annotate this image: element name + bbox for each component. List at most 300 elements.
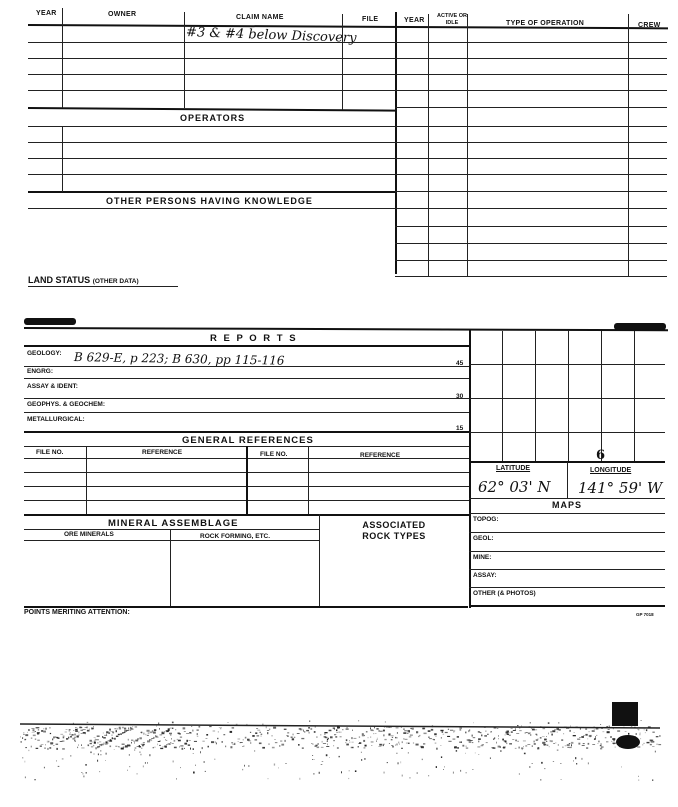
scan-noise-speck [648, 726, 651, 728]
scan-noise-speck [206, 734, 208, 736]
scan-noise-speck [574, 732, 575, 733]
scan-noise-speck [274, 764, 275, 766]
scan-noise-speck [374, 726, 375, 728]
scan-noise-speck [35, 739, 36, 740]
scan-noise-speck [28, 729, 29, 731]
scan-noise-speck [355, 770, 357, 772]
scan-noise-speck [411, 728, 412, 729]
scan-noise-speck [565, 745, 567, 746]
scan-noise-speck [193, 748, 194, 750]
scan-noise-speck [515, 728, 516, 730]
scan-noise-speck [640, 720, 642, 721]
maps-title: MAPS [552, 500, 583, 510]
scan-noise-speck [50, 727, 51, 728]
scan-noise-speck [543, 728, 546, 730]
scan-noise-speck [465, 732, 467, 734]
circle-mark: 6 [596, 448, 606, 463]
scan-noise-speck [137, 773, 138, 774]
scan-noise-speck [561, 779, 562, 780]
scan-noise-speck [349, 740, 350, 741]
scan-noise-speck [70, 736, 72, 738]
scan-noise-speck [65, 732, 67, 733]
scan-noise-speck [156, 726, 157, 727]
scan-noise-speck [209, 726, 211, 727]
underline [28, 286, 178, 287]
scan-noise-speck [468, 730, 469, 732]
scan-noise-speck [165, 739, 166, 740]
scan-noise-speck [573, 760, 574, 761]
grid-row-line [395, 42, 667, 43]
grid-row-line [395, 58, 667, 59]
scan-noise-speck [652, 780, 653, 781]
scan-noise-speck [171, 738, 172, 740]
scan-noise-speck [38, 729, 39, 731]
report-label-metallurgical: METALLURGICAL: [27, 416, 85, 423]
scan-noise-speck [581, 736, 584, 738]
scan-noise-speck [450, 730, 453, 731]
scan-noise-speck [585, 728, 587, 730]
scan-noise-speck [72, 738, 75, 740]
scan-noise-speck [515, 748, 517, 749]
scan-noise-speck [92, 742, 93, 743]
scan-noise-speck [391, 739, 393, 740]
scan-noise-speck [401, 748, 402, 749]
scan-noise-speck [563, 747, 564, 749]
scan-noise-speck [160, 740, 161, 741]
scan-noise-speck [77, 728, 78, 729]
scan-noise-speck [167, 743, 168, 744]
scan-noise-speck [334, 734, 336, 735]
column-line [308, 446, 309, 514]
scan-noise-speck [655, 751, 656, 753]
scan-noise-speck [278, 767, 279, 768]
scan-noise-speck [94, 741, 96, 743]
scan-noise-speck [513, 730, 516, 731]
scan-noise-speck [327, 744, 328, 746]
scan-noise-speck [254, 750, 255, 752]
grid-row-line [395, 191, 667, 192]
scan-noise-speck [216, 743, 217, 745]
scan-noise-speck [244, 765, 245, 767]
scan-noise-speck [236, 724, 238, 726]
scan-noise-speck [558, 744, 559, 746]
scan-noise-speck [363, 740, 365, 742]
scan-noise-speck [255, 739, 258, 741]
scan-noise-speck [339, 756, 340, 757]
scan-noise-speck [548, 722, 550, 724]
scan-noise-speck [74, 740, 75, 741]
scan-noise-speck [509, 735, 511, 736]
scan-noise-speck [177, 739, 178, 740]
scan-noise-speck [135, 747, 137, 749]
scan-noise-speck [211, 741, 214, 743]
scan-noise-speck [436, 748, 438, 750]
scan-noise-speck [606, 742, 608, 743]
scan-noise-speck [123, 747, 125, 748]
scan-noise-speck [166, 744, 167, 745]
scan-noise-speck [159, 745, 161, 746]
scan-noise-speck [250, 742, 251, 743]
scan-noise-speck [180, 737, 182, 738]
scan-noise-speck [98, 754, 99, 756]
maps-assay: ASSAY: [473, 572, 497, 579]
scan-noise-speck [223, 734, 225, 735]
row-line [24, 412, 470, 413]
scan-noise-speck [396, 728, 399, 729]
scan-noise-speck [578, 743, 580, 745]
column-line [246, 446, 248, 514]
scan-noise-speck [116, 730, 117, 732]
scan-noise-speck [380, 731, 383, 732]
scan-noise-speck [126, 730, 129, 731]
scan-noise-speck [238, 739, 241, 740]
scan-noise-speck [454, 746, 457, 748]
scan-noise-speck [314, 760, 315, 761]
scan-noise-speck [133, 741, 135, 742]
scan-noise-speck [58, 766, 60, 767]
scan-noise-speck [62, 748, 65, 750]
scan-noise-speck [248, 765, 249, 767]
scan-noise-speck [459, 742, 462, 744]
scan-noise-speck [287, 736, 288, 737]
scan-noise-speck [97, 746, 100, 747]
scan-noise-speck [325, 733, 326, 735]
scan-noise-speck [645, 732, 646, 733]
scan-noise-speck [600, 748, 602, 750]
grid-row-line [395, 174, 667, 175]
rock-forming-label: ROCK FORMING, ETC. [200, 533, 271, 540]
scan-noise-speck [47, 748, 48, 750]
longitude-label: LONGITUDE [590, 467, 632, 474]
scan-noise-speck [421, 746, 424, 748]
scan-noise-speck [69, 734, 71, 735]
scan-noise-speck [589, 732, 590, 733]
row-line [24, 378, 470, 379]
scan-noise-speck [362, 735, 364, 737]
scan-noise-speck [586, 748, 588, 749]
scan-noise-speck [197, 729, 199, 731]
scan-noise-speck [559, 722, 560, 723]
scan-noise-speck [526, 732, 528, 733]
scan-noise-speck [115, 746, 117, 747]
scan-noise-speck [478, 754, 479, 755]
scan-noise-speck [257, 736, 260, 737]
scan-noise-speck [103, 737, 106, 738]
scan-noise-speck [116, 736, 118, 737]
scan-noise-speck [129, 766, 130, 767]
scan-noise-speck [598, 727, 599, 728]
scan-noise-speck [524, 753, 526, 755]
scan-noise-speck [150, 732, 153, 734]
scan-noise-speck [114, 749, 115, 750]
scan-noise-speck [383, 744, 386, 745]
scan-noise-speck [22, 757, 23, 758]
scan-noise-speck [364, 735, 365, 736]
scan-noise-speck [364, 747, 366, 748]
scan-noise-speck [422, 759, 423, 760]
scan-noise-speck [175, 729, 176, 730]
scan-noise-speck [74, 734, 75, 736]
latitude-value: 62° 03' N [478, 478, 551, 496]
scan-noise-speck [293, 734, 294, 736]
scan-noise-speck [362, 733, 364, 734]
scan-noise-speck [202, 741, 204, 742]
scan-noise-speck [147, 735, 149, 736]
scan-noise-speck [124, 731, 126, 733]
scan-noise-speck [453, 732, 454, 733]
scan-noise-speck [31, 728, 34, 729]
scan-noise-speck [20, 742, 22, 743]
scan-noise-speck [94, 753, 95, 754]
column-line [86, 446, 87, 514]
row-line [24, 529, 320, 530]
scan-noise-speck [484, 735, 487, 737]
scan-noise-speck [152, 730, 153, 731]
scan-noise-speck [453, 772, 454, 774]
scan-noise-speck [50, 742, 53, 743]
scan-noise-speck [342, 729, 343, 730]
scan-noise-speck [503, 746, 506, 747]
scan-noise-speck [535, 734, 537, 735]
scan-noise-speck [579, 737, 581, 738]
scan-noise-speck [131, 740, 133, 742]
report-label-engrg: ENGRG: [27, 368, 53, 375]
scan-noise-speck [580, 728, 581, 730]
row-line [24, 606, 468, 608]
scan-noise-speck [135, 726, 138, 727]
scan-noise-speck [85, 733, 86, 734]
column-line [62, 126, 63, 192]
scan-noise-speck [107, 732, 109, 733]
scan-noise-speck [643, 743, 644, 744]
scan-noise-speck [304, 731, 305, 732]
scan-noise-speck [263, 724, 264, 726]
scan-noise-speck [349, 771, 351, 772]
scan-noise-speck [507, 734, 509, 735]
scan-noise-speck [408, 752, 409, 753]
scan-noise-speck [473, 737, 476, 738]
scan-noise-speck [573, 735, 576, 736]
scan-noise-speck [554, 743, 555, 744]
scan-noise-speck [647, 742, 650, 743]
scan-noise-speck [322, 762, 324, 763]
scan-noise-speck [57, 737, 59, 739]
scan-noise-speck [48, 741, 49, 743]
scan-noise-speck [90, 740, 92, 742]
scan-noise-speck [530, 735, 531, 736]
scan-noise-speck [639, 729, 640, 730]
grid-row-line [395, 107, 667, 108]
scan-noise-speck [601, 728, 603, 729]
scan-noise-speck [164, 737, 165, 738]
scan-noise-speck [613, 728, 614, 730]
scan-noise-speck [594, 739, 596, 740]
scan-noise-speck [322, 741, 323, 743]
scan-noise-speck [303, 730, 304, 732]
scan-noise-speck [134, 742, 135, 744]
scan-noise-speck [127, 770, 128, 771]
scan-noise-speck [646, 729, 647, 731]
scan-noise-speck [176, 778, 177, 780]
scan-noise-speck [371, 730, 374, 731]
scan-noise-speck [416, 731, 418, 733]
scan-noise-speck [154, 729, 156, 731]
scan-noise-speck [462, 745, 464, 747]
scan-noise-speck [377, 739, 378, 740]
scan-noise-speck [275, 739, 276, 740]
column-line [170, 529, 171, 607]
column-line [62, 8, 63, 108]
column-line [568, 331, 569, 461]
scan-noise-speck [408, 743, 410, 744]
scan-noise-speck [540, 737, 542, 738]
mineral-assemblage-title: MINERAL ASSEMBLAGE [108, 518, 239, 529]
scan-noise-speck [193, 753, 194, 754]
scan-noise-speck [118, 734, 119, 735]
scan-noise-speck [170, 728, 172, 729]
scan-noise-speck [291, 737, 293, 739]
scan-noise-speck [90, 743, 92, 744]
scan-noise-speck [557, 732, 558, 733]
scan-noise-speck [83, 729, 86, 730]
scan-noise-speck [361, 759, 362, 761]
scan-noise-speck [407, 733, 408, 734]
scan-noise-speck [472, 769, 474, 770]
scan-noise-speck [267, 732, 268, 734]
scan-noise-speck [112, 735, 113, 736]
scan-noise-speck [145, 762, 146, 763]
scan-noise-speck [170, 734, 171, 736]
scan-noise-speck [130, 728, 132, 729]
scan-noise-speck [477, 747, 480, 748]
scan-noise-speck [81, 733, 83, 734]
scan-noise-speck [257, 730, 260, 731]
scan-noise-speck [600, 744, 601, 745]
scan-noise-speck [478, 731, 480, 733]
scan-noise-speck [75, 729, 78, 730]
scan-noise-speck [202, 747, 203, 749]
scan-noise-speck [389, 743, 390, 744]
scan-noise-speck [172, 722, 174, 724]
scan-noise-speck [164, 746, 167, 748]
scan-noise-speck [577, 739, 580, 740]
scan-noise-speck [43, 731, 46, 733]
scan-noise-speck [93, 726, 94, 727]
scan-noise-speck [83, 732, 86, 734]
header-claim-name: CLAIM NAME [236, 14, 284, 21]
scan-noise-speck [392, 737, 393, 738]
scan-noise-speck [403, 732, 406, 734]
scan-noise-speck [656, 744, 658, 745]
scan-noise-speck [172, 743, 174, 744]
column-line [634, 331, 635, 461]
scan-noise-speck [387, 762, 388, 763]
scan-noise-speck [547, 745, 549, 746]
scan-noise-speck [473, 723, 474, 724]
scan-noise-speck [302, 747, 304, 749]
row-line [28, 107, 396, 112]
scan-noise-speck [192, 730, 193, 732]
scan-noise-speck [525, 732, 526, 733]
scan-noise-speck [594, 729, 596, 730]
scan-noise-speck [317, 747, 320, 749]
column-line [628, 14, 629, 276]
scan-noise-speck [155, 737, 158, 738]
scan-noise-speck [371, 741, 374, 742]
row-line [24, 431, 470, 433]
scan-noise-speck [431, 729, 433, 731]
scan-noise-speck [403, 729, 405, 730]
scan-noise-speck [516, 733, 519, 734]
row-line [28, 208, 396, 209]
scan-noise-speck [563, 733, 564, 734]
grid-row-line [395, 208, 667, 209]
row-line [24, 366, 470, 367]
scan-noise-speck [346, 744, 349, 746]
scan-noise-speck [376, 733, 377, 734]
scan-noise-speck [269, 729, 270, 730]
scan-noise-speck [658, 744, 661, 745]
scan-noise-speck [191, 726, 192, 727]
scan-noise-speck [31, 738, 33, 739]
scan-noise-speck [217, 738, 218, 739]
scan-noise-speck [281, 744, 284, 746]
scan-noise-speck [540, 779, 541, 780]
scan-noise-speck [25, 739, 26, 740]
scan-noise-speck [70, 732, 71, 733]
scan-noise-speck [364, 758, 365, 760]
scan-noise-speck [94, 742, 96, 744]
scan-noise-speck [560, 763, 561, 764]
scan-noise-speck [95, 747, 97, 749]
scan-noise-speck [540, 726, 541, 728]
report-num-metallurgical: 15 [456, 425, 464, 432]
scan-noise-speck [378, 746, 381, 747]
scan-noise-speck [349, 742, 350, 743]
scan-noise-speck [327, 741, 328, 742]
scan-noise-speck [582, 745, 585, 746]
scan-noise-speck [352, 742, 354, 743]
scan-noise-speck [155, 736, 157, 737]
scan-noise-speck [542, 742, 545, 744]
scan-noise-speck [197, 733, 198, 735]
associated-rock-types: ASSOCIATED ROCK TYPES [362, 520, 426, 541]
scan-noise-speck [352, 730, 353, 731]
scan-noise-speck [326, 746, 329, 747]
scan-noise-speck [186, 733, 189, 734]
scan-noise-speck [104, 735, 106, 736]
scan-noise-speck [99, 771, 100, 772]
scan-noise-speck [435, 743, 437, 744]
scan-noise-speck [173, 761, 174, 763]
scan-noise-speck [321, 764, 323, 765]
scan-noise-speck [88, 745, 90, 746]
scan-noise-speck [456, 726, 457, 727]
scan-noise-speck [23, 734, 25, 735]
scan-noise-square [612, 702, 638, 726]
scan-noise-speck [149, 754, 151, 756]
scan-noise-speck [537, 747, 539, 749]
scan-noise-speck [424, 733, 427, 735]
scan-noise-speck [534, 743, 536, 745]
scan-noise-speck [219, 727, 222, 728]
scan-noise-speck [29, 750, 30, 751]
land-status-sub: (OTHER DATA) [92, 278, 139, 285]
scan-noise-speck [261, 734, 263, 735]
scan-noise-speck [83, 776, 84, 778]
scan-noise-speck [54, 745, 55, 746]
scan-noise-speck [100, 754, 102, 755]
